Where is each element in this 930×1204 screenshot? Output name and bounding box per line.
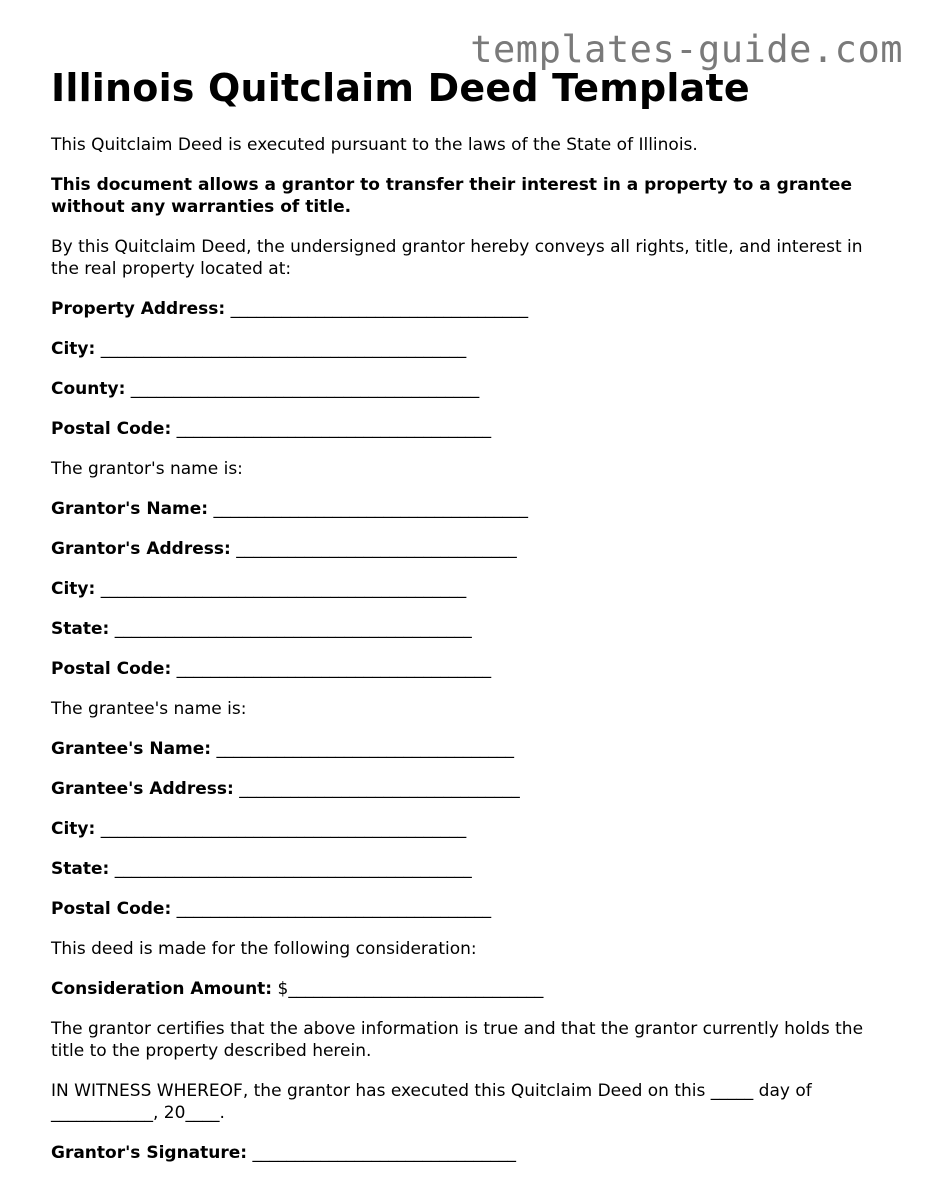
- signature-field: [51, 1142, 881, 1164]
- property-city-blank[interactable]: ___________________________________________: [100, 339, 467, 359]
- signature-blank[interactable]: _______________________________: [252, 1143, 517, 1163]
- consideration-field: [51, 978, 881, 1000]
- grantee-name-label: Grantee's Name:: [51, 739, 212, 759]
- property-address-field: [51, 298, 881, 320]
- watermark: templates-guide.com: [470, 28, 903, 71]
- grantee-city-field: [51, 818, 881, 840]
- certification-paragraph: The grantor certifies that the above information is true and that the grantor currently holds the title to the property described herein.: [51, 1019, 864, 1061]
- grantor-postal-label: Postal Code:: [51, 659, 172, 679]
- grantee-address-field: [51, 778, 881, 800]
- grantor-state-field: [51, 618, 881, 640]
- document-body: [51, 62, 881, 1164]
- grantor-address-blank[interactable]: _________________________________: [236, 539, 517, 559]
- grantee-state-blank[interactable]: __________________________________________: [114, 859, 472, 879]
- conveyance-paragraph: By this Quitclaim Deed, the undersigned grantor hereby conveys all rights, title, and interest in the real property located at:: [51, 237, 863, 279]
- property-postal-blank[interactable]: _____________________________________: [176, 419, 492, 439]
- grantee-postal-field: [51, 898, 881, 920]
- signature-label: Grantor's Signature:: [51, 1143, 248, 1163]
- property-postal-field: [51, 418, 881, 440]
- grantor-address-field: [51, 538, 881, 560]
- property-county-blank[interactable]: _________________________________________: [130, 379, 480, 399]
- grantee-address-blank[interactable]: _________________________________: [239, 779, 520, 799]
- property-postal-label: Postal Code:: [51, 419, 172, 439]
- property-address-blank[interactable]: ___________________________________: [230, 299, 529, 319]
- intro-paragraph: This Quitclaim Deed is executed pursuant to the laws of the State of Illinois.: [51, 135, 698, 155]
- grantee-city-blank[interactable]: ___________________________________________: [100, 819, 467, 839]
- grantor-postal-blank[interactable]: _____________________________________: [176, 659, 492, 679]
- grantor-state-blank[interactable]: __________________________________________: [114, 619, 472, 639]
- grantor-city-label: City:: [51, 579, 96, 599]
- grantee-address-label: Grantee's Address:: [51, 779, 234, 799]
- grantor-state-label: State:: [51, 619, 110, 639]
- grantor-name-label: Grantor's Name:: [51, 499, 209, 519]
- grantor-intro: The grantor's name is:: [51, 459, 243, 479]
- consideration-blank[interactable]: $______________________________: [277, 979, 544, 999]
- grantee-name-field: [51, 738, 881, 760]
- grantee-postal-label: Postal Code:: [51, 899, 172, 919]
- property-city-label: City:: [51, 339, 96, 359]
- grantee-state-field: [51, 858, 881, 880]
- grantor-city-blank[interactable]: ___________________________________________: [100, 579, 467, 599]
- property-city-field: [51, 338, 881, 360]
- consideration-intro: This deed is made for the following consideration:: [51, 939, 477, 959]
- grantor-name-field: [51, 498, 881, 520]
- grantee-name-blank[interactable]: ___________________________________: [216, 739, 514, 759]
- property-address-label: Property Address:: [51, 299, 226, 319]
- grantee-state-label: State:: [51, 859, 110, 879]
- consideration-label: Consideration Amount:: [51, 979, 273, 999]
- grantor-postal-field: [51, 658, 881, 680]
- purpose-statement: This document allows a grantor to transfer their interest in a property to a grantee without any warranties of title.: [51, 175, 852, 217]
- grantor-city-field: [51, 578, 881, 600]
- grantee-postal-blank[interactable]: _____________________________________: [176, 899, 492, 919]
- grantor-address-label: Grantor's Address:: [51, 539, 231, 559]
- property-county-label: County:: [51, 379, 126, 399]
- grantee-city-label: City:: [51, 819, 96, 839]
- property-county-field: [51, 378, 881, 400]
- grantor-name-blank[interactable]: _____________________________________: [213, 499, 528, 519]
- witness-paragraph: IN WITNESS WHEREOF, the grantor has executed this Quitclaim Deed on this _____ day of ____________, 20____.: [51, 1081, 812, 1123]
- grantee-intro: The grantee's name is:: [51, 699, 247, 719]
- document-title: Illinois Quitclaim Deed Template: [51, 66, 750, 110]
